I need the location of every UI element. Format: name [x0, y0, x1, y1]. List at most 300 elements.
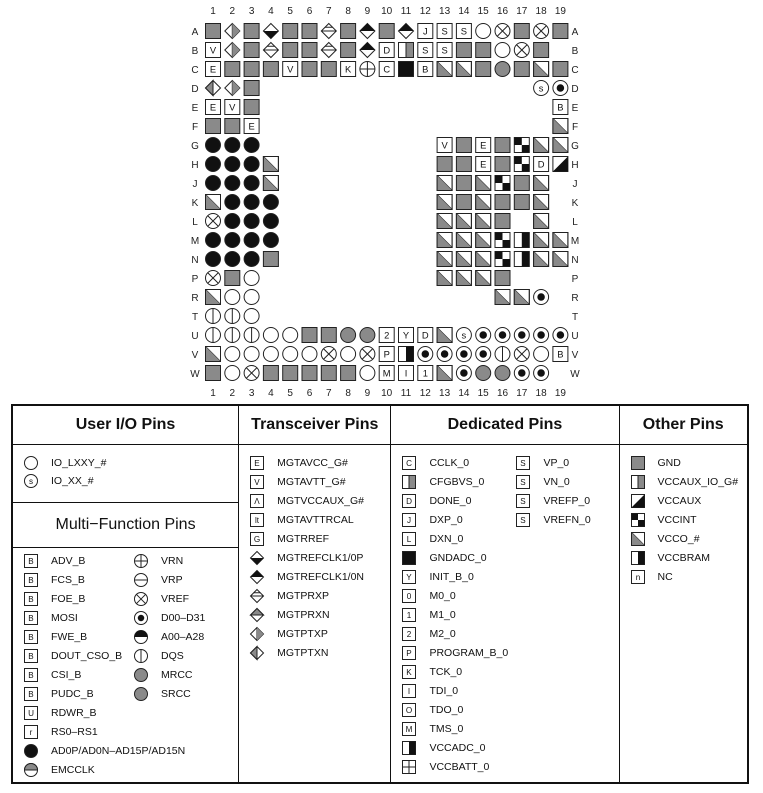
pin-G2 [225, 138, 240, 153]
row-label-right: F [571, 122, 579, 133]
pin-H1 [206, 157, 221, 172]
legend-label: VREFN_0 [543, 514, 591, 526]
pin-V14 [456, 347, 471, 362]
pin-W6 [302, 366, 317, 381]
col-label-bottom: 9 [364, 388, 371, 399]
legend-label: INIT_B_0 [429, 571, 474, 583]
legend-label: VRP [161, 574, 183, 586]
row-label-right: E [571, 103, 579, 114]
row-label-left: J [192, 179, 198, 190]
svg-text:I: I [404, 368, 408, 379]
pin-U7 [321, 328, 336, 343]
pin-T2 [225, 309, 240, 324]
pin-V13 [437, 347, 452, 362]
pin-U13 [437, 328, 452, 343]
svg-text:B: B [28, 670, 34, 680]
multi-function-entry [23, 628, 87, 646]
box-checker-icon [630, 512, 646, 528]
row-label-right: G [571, 141, 579, 152]
dedicated-heading: Dedicated Pins [391, 406, 618, 445]
svg-text:K: K [406, 667, 413, 677]
legend-label: CSI_B [51, 669, 82, 681]
svg-text:E: E [209, 64, 217, 75]
multi-function-entry [133, 685, 191, 703]
col-label-bottom: 7 [326, 388, 332, 399]
svg-text:O: O [406, 705, 413, 715]
svg-text:S: S [520, 477, 527, 487]
pin-B18 [534, 43, 549, 58]
legend-label: DXP_0 [429, 514, 463, 526]
pin-A19 [553, 24, 568, 39]
row-label-left: L [192, 217, 198, 228]
pin-H3 [244, 157, 259, 172]
pin-B13 [437, 43, 452, 58]
pin-D2 [225, 81, 240, 96]
pin-L3 [244, 214, 259, 229]
legend-label: NC [657, 571, 673, 583]
legend-label: DQS [161, 650, 184, 662]
pin-V5 [283, 347, 298, 362]
diamond-bottom-icon [249, 550, 265, 566]
col-label-top: 14 [458, 6, 470, 17]
col-label-top: 1 [210, 6, 216, 17]
svg-text:0: 0 [407, 591, 412, 601]
col-label-top: 6 [306, 6, 313, 17]
col-label-bottom: 1 [210, 388, 216, 399]
pin-B5 [283, 43, 298, 58]
svg-text:V: V [209, 45, 217, 56]
pin-J4 [263, 176, 278, 191]
pin-C2 [225, 62, 240, 77]
transceiver-entry [249, 549, 363, 567]
row-label-right: V [571, 350, 579, 361]
legend-label: CCLK_0 [429, 457, 470, 469]
legend-label: MGTREFCLK1/0P [277, 552, 364, 564]
dedicated-entry [401, 663, 462, 681]
pin-N3 [244, 252, 259, 267]
col-label-top: 7 [326, 6, 332, 17]
box-D-icon [401, 493, 417, 509]
pin-B10 [379, 43, 394, 58]
col-label-bottom: 19 [554, 388, 566, 399]
diamond-top-icon [249, 569, 265, 585]
other-entry [630, 454, 681, 472]
pin-J17 [514, 176, 529, 191]
pin-F19 [553, 119, 568, 134]
svg-text:J: J [407, 515, 412, 525]
svg-text:D: D [383, 45, 391, 56]
multi-function-entry [23, 704, 97, 722]
svg-text:V: V [441, 140, 448, 151]
transceiver-entry [249, 587, 329, 605]
multi-function-entry [23, 552, 85, 570]
col-label-top: 10 [381, 6, 393, 17]
svg-text:B: B [28, 651, 34, 661]
legend-label: RDWR_B [51, 707, 97, 719]
multi-function-entry [23, 571, 85, 589]
box-S-icon [515, 474, 531, 490]
legend-label: MRCC [161, 669, 193, 681]
box-B-icon [23, 591, 39, 607]
legend-label: DOUT_CSO_B [51, 650, 123, 662]
svg-text:L: L [407, 534, 412, 544]
pin-V15 [476, 347, 491, 362]
pin-R1 [206, 290, 221, 305]
pin-H17 [514, 157, 529, 172]
pin-R18 [534, 290, 549, 305]
box-lt-icon [249, 512, 265, 528]
pin-J14 [456, 176, 471, 191]
col-label-bottom: 4 [268, 388, 274, 399]
col-label-bottom: 5 [287, 388, 293, 399]
pin-J15 [476, 176, 491, 191]
legend-label: M0_0 [429, 590, 456, 602]
user-io-column [13, 406, 239, 782]
multi-function-entry [23, 609, 78, 627]
svg-text:E: E [209, 102, 217, 113]
pin-B12 [418, 43, 433, 58]
other-entry [630, 492, 702, 510]
legend-label: VCCBATT_0 [429, 761, 490, 773]
pin-M3 [244, 233, 259, 248]
pin-W7 [321, 366, 336, 381]
pin-L18 [534, 214, 549, 229]
pin-B17 [514, 43, 529, 58]
col-label-bottom: 16 [496, 388, 509, 399]
pin-B8 [341, 43, 356, 58]
pin-V9 [360, 347, 375, 362]
legend-label: MGTRREF [277, 533, 329, 545]
pin-G18 [534, 138, 549, 153]
row-label-right: U [571, 331, 579, 342]
pin-M15 [476, 233, 491, 248]
pin-C16 [495, 62, 510, 77]
pin-W16 [495, 366, 510, 381]
row-label-right: C [571, 65, 579, 76]
pin-J3 [244, 176, 259, 191]
pin-U1 [206, 328, 221, 343]
dedicated-entry [401, 758, 489, 776]
pin-A11 [399, 24, 414, 39]
diamond-stripe-h2-icon [249, 607, 265, 623]
pin-A15 [476, 24, 491, 39]
pin-V7 [321, 347, 336, 362]
pin-T3 [244, 309, 259, 324]
box-K-icon [401, 664, 417, 680]
legend-label: FOE_B [51, 593, 86, 605]
multi-function-entry [23, 685, 94, 703]
pin-G19 [553, 138, 568, 153]
legend-label: VCCADC_0 [429, 742, 486, 754]
pin-H4 [263, 157, 278, 172]
pin-N19 [553, 252, 568, 267]
legend-label: M1_0 [429, 609, 456, 621]
row-label-left: H [191, 160, 199, 171]
pin-K4 [263, 195, 278, 210]
other-entry [630, 568, 673, 586]
box-S-icon [515, 455, 531, 471]
svg-text:S: S [520, 515, 527, 525]
pin-V17 [514, 347, 529, 362]
row-label-right: D [571, 84, 579, 95]
pin-C17 [514, 62, 529, 77]
pin-C7 [321, 62, 336, 77]
box-B-icon [23, 553, 39, 569]
pin-N15 [476, 252, 491, 267]
pin-F2 [225, 119, 240, 134]
legend-label: TDI_0 [429, 685, 459, 697]
pin-G17 [514, 138, 529, 153]
row-label-left: K [191, 198, 199, 209]
col-label-bottom: 11 [400, 388, 412, 399]
row-label-right: A [571, 27, 579, 38]
pin-D19 [553, 81, 568, 96]
pin-H2 [225, 157, 240, 172]
pin-P2 [225, 271, 240, 286]
pin-V1 [206, 347, 221, 362]
col-label-bottom: 12 [419, 388, 431, 399]
legend-label: FCS_B [51, 574, 85, 586]
box-halfgray-icon [630, 474, 646, 490]
dedicated-entry [515, 492, 590, 510]
pin-V12 [418, 347, 433, 362]
box-S-icon [515, 512, 531, 528]
box-Y-icon [401, 569, 417, 585]
svg-text:B: B [28, 575, 34, 585]
box-B-icon [23, 648, 39, 664]
pin-G16 [495, 138, 510, 153]
pin-N2 [225, 252, 240, 267]
pin-M4 [263, 233, 278, 248]
svg-text:M: M [406, 724, 413, 734]
svg-text:B: B [557, 102, 564, 113]
pin-J2 [225, 176, 240, 191]
dedicated-entry [515, 511, 590, 529]
pin-A7 [321, 24, 336, 39]
svg-text:S: S [520, 496, 527, 506]
svg-text:B: B [557, 349, 564, 360]
legend-label: MGTPTXN [277, 647, 329, 659]
row-label-left: W [190, 369, 200, 380]
legend-label: SRCC [161, 688, 191, 700]
pin-W13 [437, 366, 452, 381]
dedicated-entry [401, 739, 485, 757]
pin-A6 [302, 24, 317, 39]
legend-label: DXN_0 [429, 533, 464, 545]
pin-H18 [534, 157, 549, 172]
box-black-icon [401, 550, 417, 566]
dedicated-entry [401, 682, 458, 700]
gray-circle-icon [133, 686, 149, 702]
svg-text:S: S [520, 458, 527, 468]
pin-C8 [341, 62, 356, 77]
dedicated-entry [515, 454, 569, 472]
row-label-left: B [191, 46, 199, 57]
box-V-icon [249, 474, 265, 490]
pin-V11 [399, 347, 414, 362]
circle-icon [23, 455, 39, 471]
legend-label: VCCBRAM [657, 552, 711, 564]
pin-H14 [456, 157, 471, 172]
pin-C6 [302, 62, 317, 77]
pin-P3 [244, 271, 259, 286]
pin-A13 [437, 24, 452, 39]
legend-label: VCCINT [657, 514, 697, 526]
pin-W8 [341, 366, 356, 381]
svg-text:r: r [29, 727, 33, 737]
box-n-icon [630, 569, 646, 585]
pin-C3 [244, 62, 259, 77]
box-B-icon [23, 629, 39, 645]
pin-C15 [476, 62, 491, 77]
pin-U14 [456, 328, 471, 343]
col-label-top: 9 [364, 6, 371, 17]
multi-function-entry [133, 666, 193, 684]
diamond-stripe-h-icon [249, 588, 265, 604]
legend-label: ADV_B [51, 555, 86, 567]
circle-minus-icon [133, 572, 149, 588]
row-label-right: M [570, 236, 580, 247]
pin-N1 [206, 252, 221, 267]
svg-text:E: E [248, 121, 255, 132]
pin-V3 [244, 347, 259, 362]
pin-C19 [553, 62, 568, 77]
box-B-icon [23, 686, 39, 702]
pin-H16 [495, 157, 510, 172]
svg-text:S: S [460, 26, 468, 37]
svg-text:P: P [406, 648, 413, 658]
filled-circle-icon [23, 743, 39, 759]
pin-W11 [399, 366, 414, 381]
pin-B3 [244, 43, 259, 58]
row-label-left: V [191, 350, 199, 361]
svg-text:2: 2 [407, 629, 412, 639]
pin-V6 [302, 347, 317, 362]
svg-text:1: 1 [422, 368, 428, 379]
svg-text:V: V [229, 102, 236, 113]
pin-V2 [225, 347, 240, 362]
pin-L16 [495, 214, 510, 229]
row-label-right: T [571, 312, 579, 323]
col-label-top: 3 [248, 6, 255, 17]
pin-C11 [399, 62, 414, 77]
svg-text:S: S [441, 45, 448, 56]
legend-label: TMS_0 [429, 723, 464, 735]
row-label-left: D [191, 84, 199, 95]
multi-function-entry [133, 647, 184, 665]
pin-E3 [244, 100, 259, 115]
dedicated-entry [401, 587, 455, 605]
legend-label: MOSI [51, 612, 78, 624]
box-0-icon [401, 588, 417, 604]
pin-N16 [495, 252, 510, 267]
svg-text:I: I [408, 686, 411, 696]
pin-P1 [206, 271, 221, 286]
col-label-bottom: 13 [439, 388, 451, 399]
pin-K3 [244, 195, 259, 210]
pin-B14 [456, 43, 471, 58]
svg-text:B: B [28, 632, 34, 642]
row-label-left: F [191, 122, 199, 133]
svg-text:B: B [28, 689, 34, 699]
legend-label: TCK_0 [429, 666, 463, 678]
legend-label: VREFP_0 [543, 495, 591, 507]
pin-W14 [456, 366, 471, 381]
col-label-bottom: 3 [248, 388, 255, 399]
pin-L15 [476, 214, 491, 229]
svg-text:K: K [344, 64, 352, 75]
transceiver-entry [249, 625, 328, 643]
box-I-icon [401, 683, 417, 699]
half-circle-h-icon [23, 762, 39, 778]
row-label-left: C [191, 65, 199, 76]
pin-N4 [263, 252, 278, 267]
pin-W18 [534, 366, 549, 381]
legend-label: VP_0 [543, 457, 570, 469]
transceiver-entry [249, 511, 354, 529]
box-U-icon [23, 705, 39, 721]
user-io-entry [23, 472, 94, 490]
pin-R2 [225, 290, 240, 305]
pin-C18 [534, 62, 549, 77]
pin-C9 [360, 62, 375, 77]
dedicated-entry [401, 720, 463, 738]
pin-B7 [321, 43, 336, 58]
pin-D1 [206, 81, 221, 96]
svg-text:D: D [421, 330, 429, 341]
box-halfgray-icon [401, 474, 417, 490]
col-label-top: 5 [287, 6, 293, 17]
pin-C1 [206, 62, 221, 77]
pin-V10 [379, 347, 394, 362]
legend-label: VN_0 [543, 476, 570, 488]
svg-text:S: S [422, 45, 429, 56]
pin-U19 [553, 328, 568, 343]
legend-label: MGTPTXP [277, 628, 328, 640]
row-label-left: E [191, 103, 199, 114]
svg-text:s: s [461, 330, 467, 341]
legend-label: CFGBVS_0 [429, 476, 485, 488]
dedicated-entry [401, 530, 463, 548]
circle-x-icon [133, 591, 149, 607]
circle-plus-icon [133, 553, 149, 569]
box-halfblack-icon [401, 740, 417, 756]
pin-B11 [399, 43, 414, 58]
dedicated-column [391, 406, 619, 782]
gray-circle-icon [133, 667, 149, 683]
legend-label: DONE_0 [429, 495, 472, 507]
transceiver-entry [249, 492, 364, 510]
svg-text:D: D [406, 496, 413, 506]
row-label-left: T [191, 312, 199, 323]
pin-K1 [206, 195, 221, 210]
svg-text:Y: Y [402, 330, 410, 341]
pin-M13 [437, 233, 452, 248]
pin-G14 [456, 138, 471, 153]
svg-text:n: n [635, 572, 640, 582]
svg-text:V: V [254, 477, 260, 487]
col-label-bottom: 10 [381, 388, 393, 399]
pin-E2 [225, 100, 240, 115]
pin-U11 [399, 328, 414, 343]
pin-K18 [534, 195, 549, 210]
pin-U10 [379, 328, 394, 343]
pin-W10 [379, 366, 394, 381]
col-label-top: 16 [496, 6, 509, 17]
pin-A12 [418, 24, 433, 39]
other-entry [630, 549, 711, 567]
legend-label: FWE_B [51, 631, 88, 643]
